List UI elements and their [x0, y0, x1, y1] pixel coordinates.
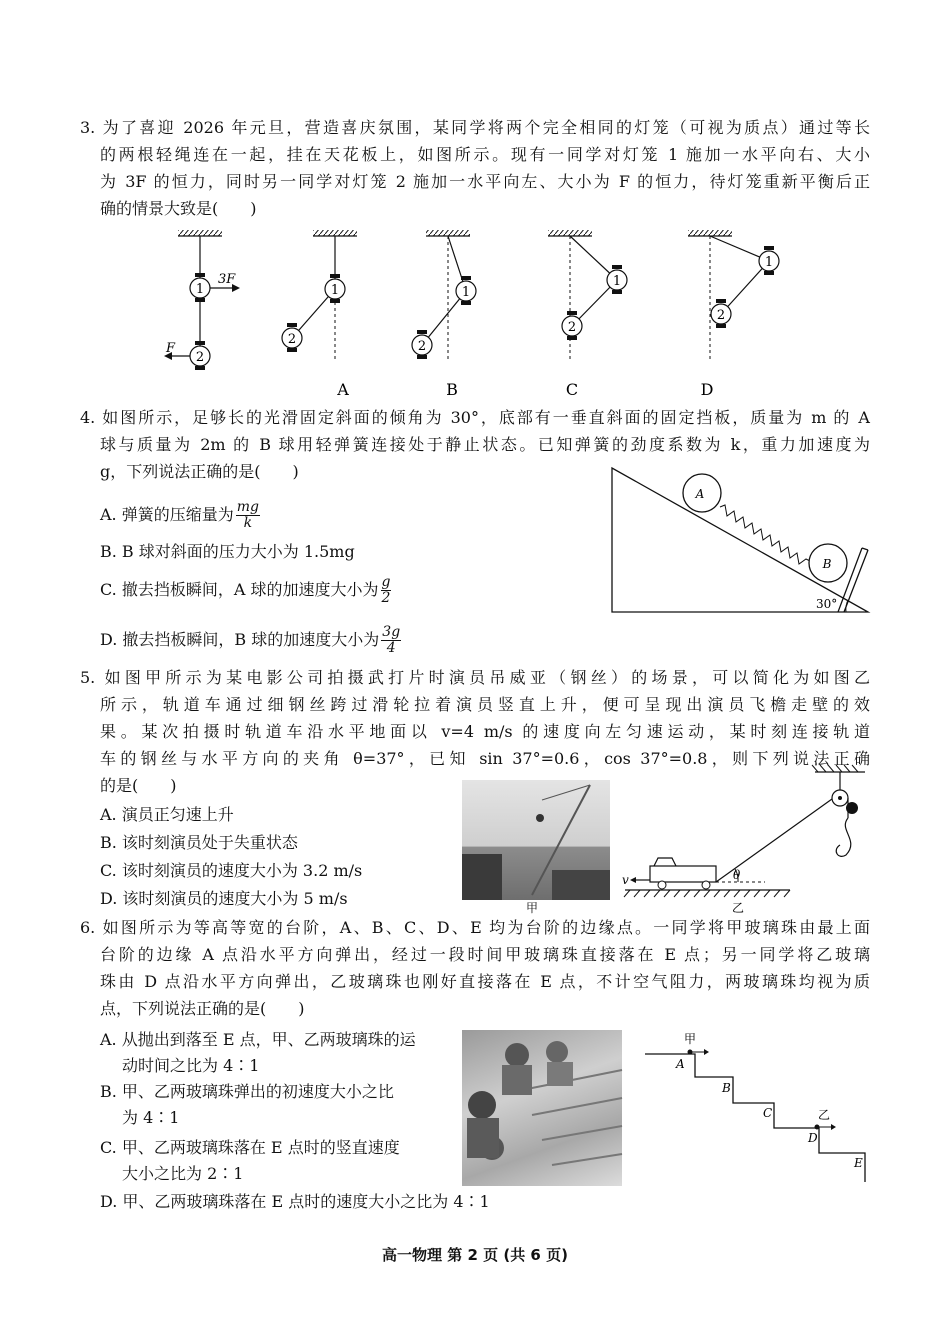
q3-lantern-1-label: 1: [195, 282, 205, 297]
q6-line-4: 点，下列说法正确的是( ): [100, 999, 305, 1018]
q4-option-d-text: D. 撤去挡板瞬间，B 球的加速度大小为: [100, 630, 380, 649]
q6-point-b: B: [722, 1081, 731, 1095]
q4-option-a-fraction: $\frac{mg}{k}$: [236, 499, 259, 531]
q6-line-3: 珠由 D 点沿水平方向弹出，乙玻璃珠也刚好直接落在 E 点，不计空气阻力，两玻璃珠均视为质: [100, 972, 870, 991]
q4-option-d-fraction: $\frac{3g}{4}$: [382, 624, 401, 656]
q6-point-a: A: [676, 1057, 685, 1071]
page-footer: 高一物理 第 2 页 (共 6 页): [382, 1246, 568, 1264]
q6-point-c: C: [763, 1106, 773, 1120]
q5-theta-label: θ: [733, 868, 741, 882]
q6-option-c-line-1: C. 甲、乙两玻璃珠落在 E 点时的竖直速度: [100, 1138, 400, 1157]
q6-point-e: E: [854, 1156, 863, 1170]
q6-label-yi: 乙: [818, 1108, 831, 1122]
q6-point-d: D: [808, 1131, 818, 1145]
svg-text:1: 1: [461, 285, 471, 300]
q6-option-a-line-1: A. 从抛出到落至 E 点，甲、乙两玻璃珠的运: [100, 1030, 416, 1049]
q4-option-b: B. B 球对斜面的压力大小为 1.5mg: [100, 542, 355, 561]
q6-option-b-line-2: 为 4∶1: [122, 1108, 180, 1127]
q4-line-3: g，下列说法正确的是( ): [100, 462, 299, 481]
q3-force-3F: 3F: [218, 272, 236, 287]
svg-text:1: 1: [764, 255, 774, 270]
svg-text:2: 2: [716, 308, 726, 323]
q6-label-jia: 甲: [684, 1032, 697, 1046]
q3-option-c-label: C: [565, 380, 579, 399]
q5-line-2: 所示，轨道车通过细钢丝跨过滑轮拉着演员竖直上升，便可呈现出演员飞檐走壁的效: [100, 695, 870, 714]
q5-option-d: D. 该时刻演员的速度大小为 5 m/s: [100, 889, 348, 908]
q4-angle-label: 30°: [816, 597, 838, 611]
q3-option-a-label: A: [337, 380, 349, 399]
q3-option-b-label: B: [446, 380, 458, 399]
q5-line-1: 5. 如图甲所示为某电影公司拍摄武打片时演员吊威亚（钢丝）的场景，可以简化为如图乙: [80, 668, 870, 687]
q5-option-a: A. 演员正匀速上升: [100, 805, 234, 824]
q3-option-d-label: D: [700, 380, 714, 399]
svg-text:1: 1: [612, 274, 622, 289]
q4-line-2: 球与质量为 2m 的 B 球用轻弹簧连接处于静止状态。已知弹簧的劲度系数为 k，重力加速度为: [100, 435, 870, 454]
q5-v-label: v: [622, 873, 629, 887]
q6-line-1: 6. 如图所示为等高等宽的台阶，A、B、C、D、E 均为台阶的边缘点。一同学将甲玻璃珠由最上面: [80, 918, 870, 937]
q5-option-b: B. 该时刻演员处于失重状态: [100, 833, 298, 852]
q5-line-4: 车的钢丝与水平方向的夹角 θ=37°，已知 sin 37°=0.6，cos 37°=0.8，则下列说法正确: [100, 749, 870, 768]
svg-text:2: 2: [567, 320, 577, 335]
q3-line-2: 的两根轻绳连在一起，挂在天花板上，如图所示。现有一同学对灯笼 1 施加一水平向右、大小: [100, 145, 870, 164]
q6-option-a-line-2: 动时间之比为 4∶1: [122, 1056, 260, 1075]
svg-text:2: 2: [417, 339, 427, 354]
svg-text:2: 2: [287, 332, 297, 347]
q4-option-a-text: A. 弹簧的压缩量为: [100, 505, 234, 524]
q3-line-4: 确的情景大致是( ): [100, 199, 257, 218]
q3-lantern-2-label: 2: [195, 350, 205, 365]
q6-option-d: D. 甲、乙两玻璃珠落在 E 点时的速度大小之比为 4∶1: [100, 1192, 490, 1211]
q5-option-c: C. 该时刻演员的速度大小为 3.2 m/s: [100, 861, 363, 880]
q4-option-c-fraction: $\frac{g}{2}$: [381, 574, 391, 606]
q5-line-5: 的是( ): [100, 776, 177, 795]
q5-line-3: 果。某次拍摄时轨道车沿水平地面以 v=4 m/s 的速度向左匀速运动，某时刻连接轨道: [100, 722, 870, 741]
q3-line-1: 3. 为了喜迎 2026 年元旦，营造喜庆氛围，某同学将两个完全相同的灯笼（可视为质点）通过等长: [80, 118, 870, 137]
q5-label-jia: 甲: [526, 901, 539, 915]
q6-option-b-line-1: B. 甲、乙两玻璃珠弹出的初速度大小之比: [100, 1082, 394, 1101]
q4-ball-b-label: B: [822, 557, 832, 571]
q5-label-yi: 乙: [732, 901, 745, 915]
q4-ball-a-label: A: [695, 487, 705, 501]
q6-option-c-line-2: 大小之比为 2∶1: [122, 1164, 244, 1183]
q6-line-2: 台阶的边缘 A 点沿水平方向弹出，经过一段时间甲玻璃珠直接落在 E 点；另一同学将乙玻璃: [100, 945, 870, 964]
q3-line-3: 为 3F 的恒力，同时另一同学对灯笼 2 施加一水平向左、大小为 F 的恒力，待灯笼重新平衡后正: [100, 172, 870, 191]
q3-force-F: F: [166, 341, 176, 356]
q4-line-1: 4. 如图所示，足够长的光滑固定斜面的倾角为 30°，底部有一垂直斜面的固定挡板，质量为 m 的 A: [80, 408, 870, 427]
q4-option-c-text: C. 撤去挡板瞬间，A 球的加速度大小为: [100, 580, 379, 599]
svg-text:1: 1: [330, 283, 340, 298]
